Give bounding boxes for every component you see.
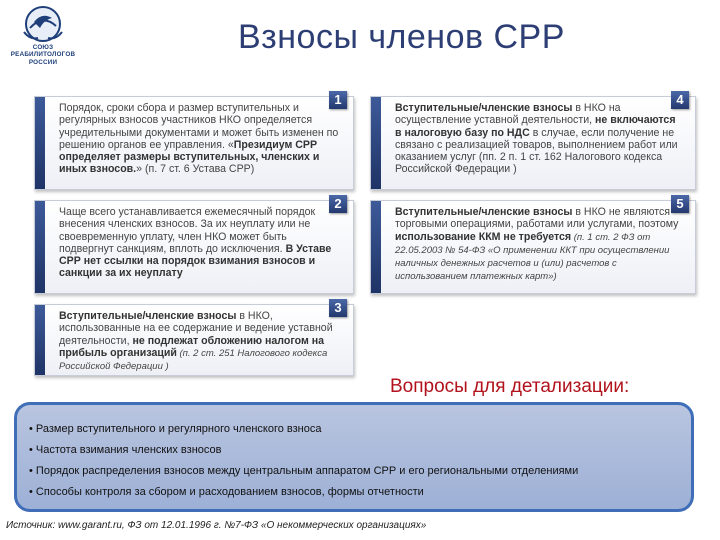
card-number: 2	[329, 195, 347, 213]
card-number: 5	[671, 195, 689, 213]
questions-title: Вопросы для детализации:	[390, 376, 630, 397]
card-accent-bar	[371, 97, 381, 189]
card-text: Чаще всего устанавливается ежемесячный порядок внесения членских взносов. За их неуплату или не своевременную уплату, член НКО может быть подвергнут санкциям, вплоть до исключения. В Уставе СРР нет ссылки на порядок взимания взносов и санкции за их неуплату	[59, 206, 332, 280]
card-number: 1	[329, 91, 347, 109]
info-card-1	[34, 92, 354, 190]
questions-list	[29, 423, 685, 507]
list-item: • Способы контроля за сбором и расходованием взносов, формы отчетности	[29, 486, 685, 498]
card-accent-bar	[35, 305, 45, 375]
card-accent-bar	[371, 201, 381, 293]
info-card-3	[34, 300, 354, 376]
card-accent-bar	[35, 97, 45, 189]
info-card-4	[370, 92, 696, 190]
org-name: СОЮЗ РЕАБИЛИТОЛОГОВ РОССИИ	[10, 44, 76, 66]
card-number: 3	[329, 299, 347, 317]
list-item: • Размер вступительного и регулярного членского взноса	[29, 423, 685, 435]
source-note: Источник: www.garant.ru, ФЗ от 12.01.1996 г. №7-ФЗ «О некоммерческих организациях»	[6, 520, 427, 531]
card-text: Вступительные/членские взносы в НКО, использованные на ее содержание и ведение уставной деятельности, не подлежат обложению налогом на прибыль организаций (п. 2 ст. 251 Налогового кодекса Российской Федерации )	[59, 310, 333, 373]
card-number: 4	[671, 91, 689, 109]
info-card-5	[370, 196, 696, 294]
questions-panel	[14, 402, 694, 512]
card-text: Вступительные/членские взносы в НКО на осуществление уставной деятельности, не включаются в налоговую базу по НДС в случае, если получение не связано с реализацией товаров, выполнением работ или оказанием услуг (пп. 2 п. 1 ст. 162 Налогового кодекса Российской Федерации )	[395, 102, 678, 176]
globe-dove-emblem-icon	[22, 4, 64, 44]
page-title: Взносы членов СРР	[238, 18, 565, 56]
card-text: Вступительные/членские взносы в НКО не являются торговыми операциями, работами или услугами, поэтому использование ККМ не требуется (п. 1 ст. 2 ФЗ от 22.05.2003 № 54-ФЗ «О применении ККТ при осуществлении наличных денежных расчетов и (или) расчетов с использованием платежных карт»)	[395, 206, 679, 283]
logo	[8, 4, 78, 76]
card-accent-bar	[35, 201, 45, 293]
card-text: Порядок, сроки сбора и размер вступительных и регулярных взносов участников НКО определяется учредительными документами и может быть изменен по решению органов ее управления. «Президиум СРР определяет размеры вступительных, членских и иных взносов.» (п. 7 ст. 6 Устава СРР)	[59, 102, 339, 176]
info-card-2	[34, 196, 354, 294]
list-item: • Порядок распределения взносов между центральным аппаратом СРР и его региональными отделениями	[29, 465, 685, 477]
list-item: • Частота взимания членских взносов	[29, 444, 685, 456]
